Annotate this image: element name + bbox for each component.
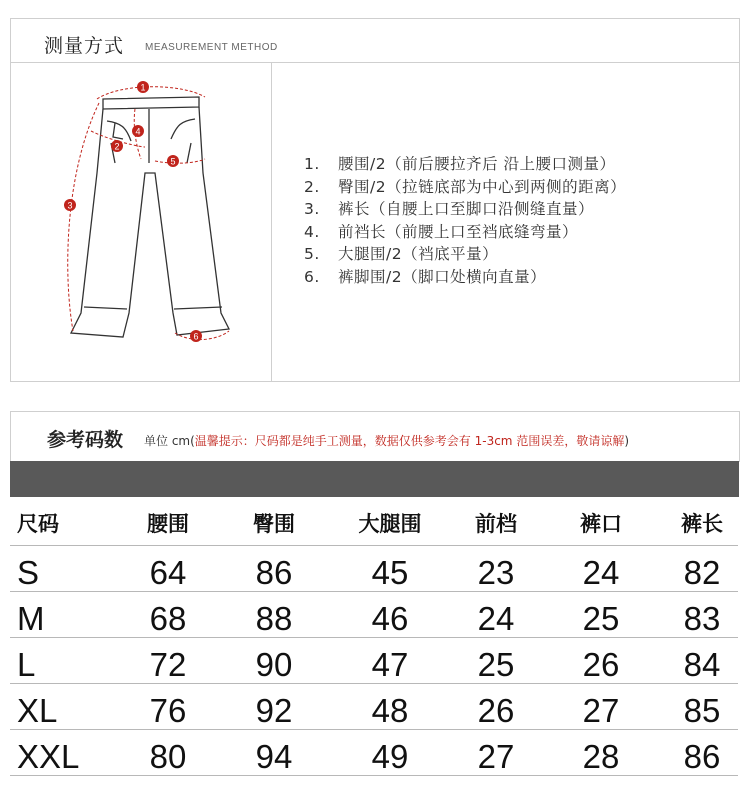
pants-outline: [71, 97, 229, 337]
marker-2: 2: [114, 141, 120, 152]
waist-cell: 72: [149, 646, 187, 683]
note-item: 5. 大腿围/2（裆底平量）: [304, 245, 499, 263]
gray-band: [10, 461, 739, 497]
waist-cell: 64: [149, 554, 187, 591]
leg-opening-cell: 24: [582, 554, 620, 591]
measurement-markers: [64, 81, 202, 342]
size-cell: M: [17, 600, 45, 637]
length-cell: 84: [683, 646, 721, 683]
size-ref-note: 单位 cm(温馨提示：尺码都是纯手工测量，数据仅供参考会有 1-3cm 范围误差，敬请谅解): [144, 434, 630, 448]
leg-opening-cell: 27: [582, 692, 620, 729]
header-cell: 裤长: [681, 512, 723, 536]
table-row: [10, 730, 738, 776]
header-cell: 前档: [475, 512, 517, 536]
measure-subtitle: MEASUREMENT METHOD: [145, 42, 278, 53]
front-rise-cell: 27: [477, 738, 515, 775]
table-row: [10, 684, 738, 730]
leg-opening-cell: 26: [582, 646, 620, 683]
size-cell: XXL: [17, 738, 80, 775]
table-row: [10, 592, 738, 638]
length-cell: 85: [683, 692, 721, 729]
header-cell: 腰围: [147, 512, 189, 536]
hip-cell: 90: [255, 646, 293, 683]
waist-cell: 80: [149, 738, 187, 775]
note-item: 1. 腰围/2（前后腰拉齐后 沿上腰口测量）: [304, 155, 616, 173]
header-cell: 尺码: [17, 512, 59, 536]
front-rise-cell: 25: [477, 646, 515, 683]
marker-6: 6: [193, 331, 199, 342]
size-cell: XL: [17, 692, 58, 729]
thigh-cell: 47: [371, 646, 409, 683]
table-row: [10, 638, 738, 684]
hip-cell: 88: [255, 600, 293, 637]
hip-cell: 86: [255, 554, 293, 591]
table-row: [10, 546, 738, 592]
length-cell: 82: [683, 554, 721, 591]
marker-4: 4: [135, 126, 141, 137]
header-cell: 臀围: [253, 512, 295, 536]
marker-5: 5: [170, 156, 176, 167]
hip-cell: 94: [255, 738, 293, 775]
hip-cell: 92: [255, 692, 293, 729]
leg-opening-cell: 25: [582, 600, 620, 637]
header-cell: 裤口: [580, 512, 622, 536]
size-table: [10, 500, 738, 776]
front-rise-cell: 23: [477, 554, 515, 591]
measure-header: [10, 18, 740, 63]
size-cell: L: [17, 646, 36, 683]
size-ref-title: 参考码数: [47, 429, 124, 451]
leg-opening-cell: 28: [582, 738, 620, 775]
thigh-cell: 46: [371, 600, 409, 637]
thigh-cell: 49: [371, 738, 409, 775]
note-item: 3. 裤长（自腰上口至脚口沿侧缝直量）: [304, 200, 595, 218]
note-item: 2. 臀围/2（拉链底部为中心到两侧的距离）: [304, 177, 627, 196]
length-cell: 83: [683, 600, 721, 637]
size-ref-header: [10, 411, 740, 462]
size-tip: 温馨提示：尺码都是纯手工测量，数据仅供参考会有 1-3cm 范围误差，敬请谅解: [194, 434, 625, 448]
thigh-cell: 48: [371, 692, 409, 729]
measure-box: [10, 62, 740, 382]
waist-cell: 68: [149, 600, 187, 637]
waist-cell: 76: [149, 692, 187, 729]
pants-illustration: [11, 63, 271, 381]
note-item: 4. 前裆长（前腰上口至裆底缝弯量）: [304, 222, 579, 241]
measurement-notes: [304, 153, 626, 288]
header-cell: 大腿围: [358, 512, 422, 536]
length-cell: 86: [683, 738, 721, 775]
note-item: 6. 裤脚围/2（脚口处横向直量）: [304, 267, 547, 286]
marker-1: 1: [140, 82, 146, 93]
size-cell: S: [17, 554, 40, 591]
divider: [271, 63, 272, 381]
measure-title: 测量方式: [44, 35, 125, 57]
table-header-row: [10, 500, 738, 546]
front-rise-cell: 24: [477, 600, 515, 637]
pants-diagram: [11, 63, 271, 381]
marker-3: 3: [67, 200, 73, 211]
front-rise-cell: 26: [477, 692, 515, 729]
thigh-cell: 45: [371, 554, 409, 591]
